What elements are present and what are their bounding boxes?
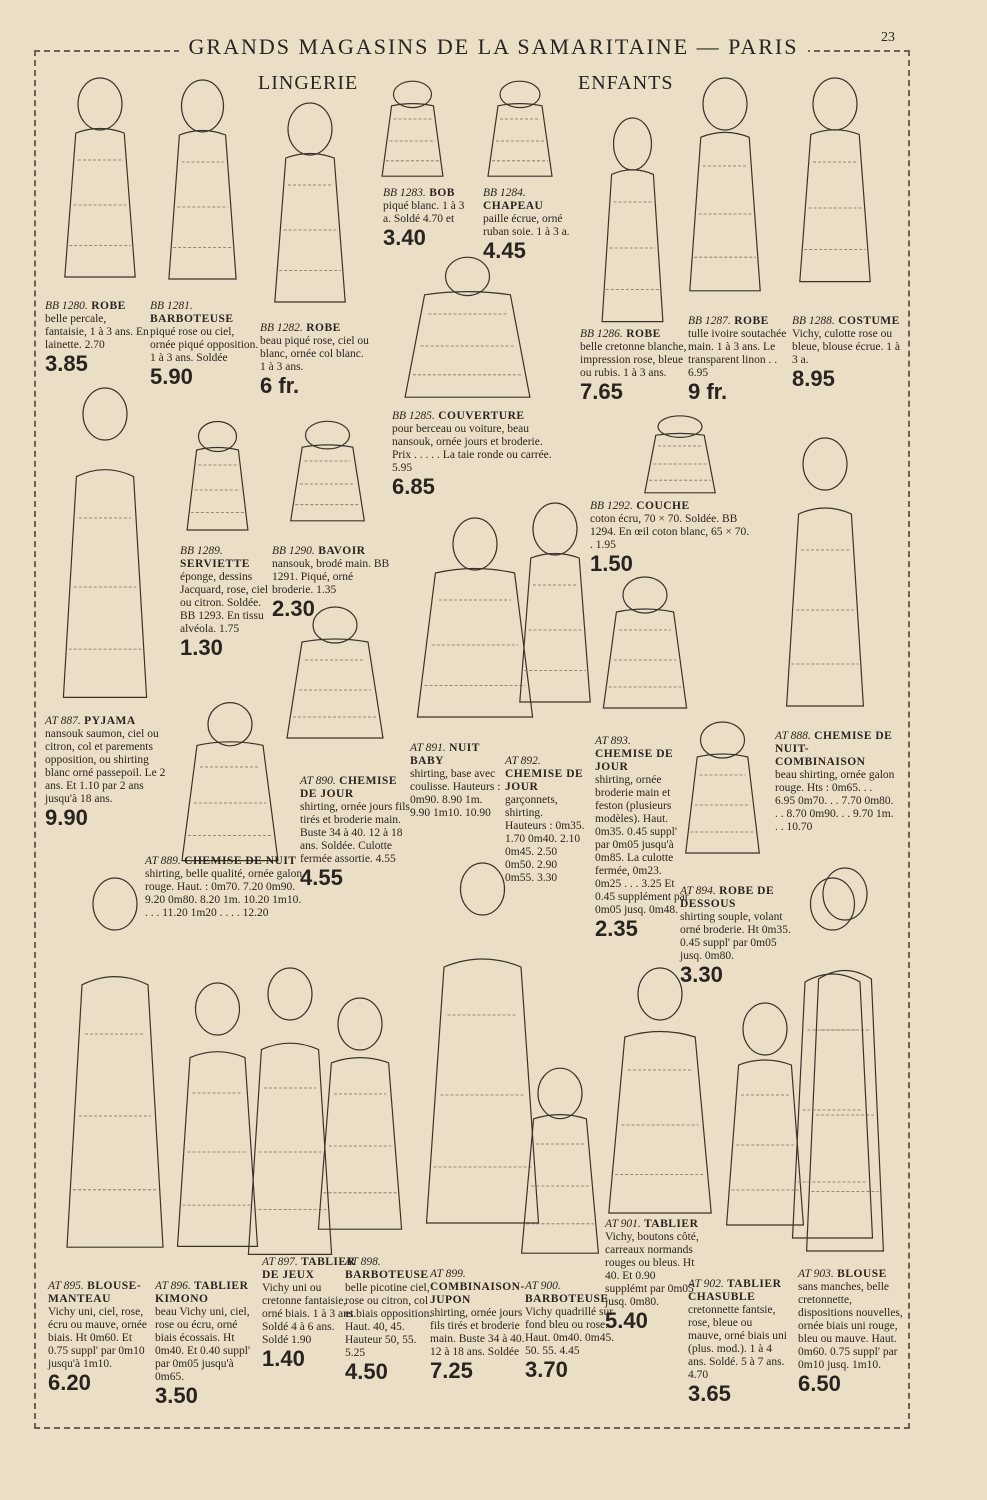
item-name: CHAPEAU [483,200,544,212]
item-bb1289 [180,545,270,660]
item-at895 [48,1280,148,1395]
cretonne-dress-illustration [585,110,680,340]
nightdress-combination-illustration [765,430,885,730]
item-ref: AT 898. [345,1256,381,1268]
item-name: TABLIER [640,1218,699,1230]
item-ref: AT 888. [775,730,811,742]
item-name: ROBE DE DESSOUS [680,885,775,910]
item-price: 7.65 [580,379,623,404]
item-price: 9.90 [45,805,88,830]
item-description: piqué rose ou ciel, ornée piqué opposition. 1 à 3 ans. Soldée [150,326,259,364]
item-price: 5.90 [150,364,193,389]
item-price: 3.30 [680,962,723,987]
item-ref: AT 895. [48,1280,84,1292]
item-ref: BB 1290. [272,545,315,557]
item-at888 [775,730,895,834]
item-description: Vichy uni, ciel, rose, écru ou mauve, ornée biais. Ht 0m60. Et 0.75 suppl' par 0m10 jusqu'à 1m10. [48,1306,147,1370]
item-price: 6.20 [48,1370,91,1395]
item-ref: AT 901. [605,1218,641,1230]
item-ref: AT 893. [595,735,631,747]
pyjama-boy-illustration [40,380,170,725]
item-bb1290 [272,545,392,621]
item-bb1282 [260,322,370,398]
item-name: TABLIER CHASUBLE [688,1278,782,1303]
item-ref: AT 899. [430,1268,466,1280]
item-name: TABLIER KIMONO [155,1280,249,1305]
towel-illustration [170,415,265,540]
item-price: 8.95 [792,366,835,391]
section-title-left: LINGERIE [258,72,359,94]
item-name: ROBE [730,315,769,327]
item-name: ROBE [622,328,661,340]
item-description: sans manches, belle cretonnette, dispositions nouvelles, ornée biais uni rouge, bleu ou mauve. Haut. 0m60. 0.75 suppl' par 0m10 jusq. 1m10. [798,1281,903,1371]
item-description: Vichy, boutons côté, carreaux normands rouges ou bleus. Ht 40. Et 0.90 supplémt par 0m05 jusq. 0m80. [605,1231,699,1308]
item-price: 5.40 [605,1308,648,1333]
item-name: CHEMISE DE JOUR [595,748,674,773]
page-title: GRANDS MAGASINS DE LA SAMARITAINE — PARIS [179,34,809,59]
item-ref: AT 902. [688,1278,724,1290]
item-price: 4.45 [483,238,526,263]
item-description: éponge, dessins Jacquard, rose, ciel ou citron. Soldée. BB 1293. En tissu alvéola. 1.75 [180,571,269,635]
item-description: shirting souple, volant orné broderie. Ht 0m35. 0.45 suppl' par 0m05 jusq. 0m80. [680,911,791,962]
item-description: Vichy, culotte rose ou bleue, blouse écrue. 1 à 3 a. [792,328,900,366]
item-at894 [680,885,800,987]
item-bb1292 [590,500,750,576]
item-description: belle cretonne blanche, impression rose, bleue ou rubis. 1 à 3 ans. [580,341,687,379]
item-at897 [262,1256,357,1371]
child-costume-illustration [780,70,890,300]
item-bb1281 [150,300,260,389]
item-bb1284 [483,187,573,263]
item-at892 [505,755,585,885]
section-title-right: ENFANTS [578,72,674,94]
page-header [0,34,987,60]
item-price: 1.40 [262,1346,305,1371]
item-description: garçonnets, shirting. Hauteurs : 0m35. 1.70 0m40. 2.10 0m45. 2.50 0m50. 2.90 0m55. 3.30 [505,794,585,884]
item-bb1288 [792,315,902,391]
item-price: 3.40 [383,225,426,250]
item-bb1285 [392,410,562,499]
page-number: 23 [881,30,895,45]
item-description: shirting, base avec coulisse. Hauteurs : 0m90. 8.90 1m. 9.90 1m10. 10.90 [410,768,501,819]
item-ref: AT 900. [525,1280,561,1292]
item-ref: BB 1288. [792,315,835,327]
item-description: belle percale, fantaisie, 1 à 3 ans. En lainette. 2.70 [45,313,149,351]
child-percale-dress-illustration [45,70,155,295]
bob-hat-illustration [365,75,460,185]
item-ref: AT 887. [45,715,81,727]
item-name: CHEMISE DE NUIT [180,855,297,867]
child-rompers-illustration [150,72,255,297]
item-ref: AT 889. [145,855,181,867]
item-ref: BB 1289. [180,545,223,557]
item-ref: BB 1281. [150,300,193,312]
item-description: Vichy uni ou cretonne fantaisie, orné biais. 1 à 3 ans. Soldé 4 à 6 ans. Soldé 1.90 [262,1282,357,1346]
blanket-illustration [370,250,565,410]
item-price: 3.70 [525,1357,568,1382]
item-name: ROBE [87,300,126,312]
item-description: cretonnette fantsie, rose, bleue ou mauve, orné biais uni (plus. mod.). 1 à 4 ans. Soldé. 5 à 7 ans. 4.70 [688,1304,788,1381]
item-name: ROBE [302,322,341,334]
item-at891 [410,742,505,820]
item-name: NUIT BABY [410,742,480,767]
item-ref: BB 1286. [580,328,623,340]
item-description: beau Vichy uni, ciel, rose ou écru, orné biais écossais. Ht 0m40. Et 0.40 suppl' par 0m05 jusqu'à 0m65. [155,1306,251,1383]
item-at902 [688,1278,788,1406]
item-description: shirting, ornée jours fils tirés et broderie main. Buste 34 à 40. 12 à 18 ans. Soldée [430,1307,525,1358]
item-name: BARBOTEUSE [525,1293,609,1305]
item-name: BLOUSE-MANTEAU [48,1280,142,1305]
item-name: BARBOTEUSE [345,1269,429,1281]
item-at898 [345,1256,435,1384]
item-price: 2.30 [272,596,315,621]
item-price: 1.30 [180,635,223,660]
item-name: PYJAMA [80,715,136,727]
item-description: nansouk, brodé main. BB 1291. Piqué, orné broderie. 1.35 [272,558,390,596]
item-ref: BB 1292. [590,500,633,512]
item-ref: AT 903. [798,1268,834,1280]
item-bb1280 [45,300,150,376]
item-name: CHEMISE DE JOUR [505,768,584,793]
item-ref: AT 890. [300,775,336,787]
item-description: piqué blanc. 1 à 3 a. Soldé 4.70 et [383,200,465,225]
item-name: COUVERTURE [434,410,525,422]
item-price: 1.50 [590,551,633,576]
item-at889 [145,855,305,920]
item-ref: BB 1280. [45,300,88,312]
straw-bonnet-illustration [470,75,570,185]
item-name: COSTUME [834,315,900,327]
item-description: pour berceau ou voiture, beau nansouk, ornée jours et broderie. Prix . . . . . La taie ronde ou carrée. 5.95 [392,423,552,474]
item-ref: AT 897. [262,1256,298,1268]
item-description: shirting, ornée broderie main et feston (plusieurs modèles). Haut. 0m35. 0.45 suppl' par 0m05 jusqu'à 0m85. La culotte fermée, 0m23. 0m25 . . . 3.25 Et 0.45 supplément par 0m05 jusq. 0m48. [595,774,689,916]
item-name: BARBOTEUSE [150,313,234,325]
item-at903 [798,1268,903,1396]
item-at890 [300,775,415,890]
item-bb1283 [383,187,473,250]
item-ref: BB 1287. [688,315,731,327]
bib-illustration [270,415,385,530]
item-ref: BB 1282. [260,322,303,334]
item-description: coton écru, 70 × 70. Soldée. BB 1294. En œil coton blanc, 65 × 70. . 1.95 [590,513,750,551]
item-ref: AT 892. [505,755,541,767]
item-price: 9 fr. [688,379,728,404]
item-name: COUCHE [632,500,690,512]
item-price: 3.50 [155,1383,198,1408]
item-description: belle picotine ciel, rose ou citron, col et biais opposition. Haut. 40, 45. Hauteur 50, 55. 5.25 [345,1282,433,1359]
item-price: 4.55 [300,865,343,890]
item-description: shirting, ornée jours fils tirés et broderie main. Buste 34 à 40. 12 à 18 ans. Soldée. Culotte fermée assortie. 4.55 [300,801,410,865]
item-name: TABLIER DE JEUX [262,1256,356,1281]
item-at899 [430,1268,530,1383]
item-at893 [595,735,690,941]
item-price: 7.25 [430,1358,473,1383]
item-name: BOB [425,187,455,199]
item-ref: BB 1285. [392,410,435,422]
item-name: BAVOIR [314,545,366,557]
item-ref: AT 891. [410,742,446,754]
item-description: paille écrue, orné ruban soie. 1 à 3 a. [483,213,570,238]
item-ref: AT 894. [680,885,716,897]
item-bb1286 [580,328,690,404]
tulle-dress-illustration [670,70,780,310]
item-description: nansouk saumon, ciel ou citron, col et parements opposition, ou shirting blanc orné passepoil. Le 2 ans. Et 1.10 par 2 ans jusqu'à 18 ans. [45,728,166,805]
item-price: 3.85 [45,351,88,376]
nappies-stack-illustration [625,410,735,500]
item-description: beau piqué rose, ciel ou blanc, ornée col blanc. 1 à 3 ans. [260,335,369,373]
item-price: 2.35 [595,916,638,941]
item-name: BLOUSE [833,1268,887,1280]
item-description: Vichy quadrillé sur fond bleu ou rose. Haut. 0m40. 0m45. 50. 55. 4.45 [525,1306,615,1357]
item-price: 6 fr. [260,373,300,398]
item-description: tulle ivoire soutachée main. 1 à 3 ans. Le transparent linon . . 6.95 [688,328,787,379]
item-at896 [155,1280,260,1408]
item-ref: BB 1284. [483,187,526,199]
item-at887 [45,715,175,830]
item-name: CHEMISE DE JOUR [300,775,397,800]
item-description: shirting, belle qualité, ornée galon rouge. Haut. : 0m70. 7.20 0m90. 9.20 0m80. 8.20 1m. 10.20 1m10. . . . 11.20 1m20 . . . . 12.20 [145,868,303,919]
item-price: 4.50 [345,1359,388,1384]
item-name: SERVIETTE [180,558,250,570]
pyjama-jacket-illustration [155,695,305,875]
item-price: 6.50 [798,1371,841,1396]
item-description: beau shirting, ornée galon rouge. Hts : 0m65. . . 6.95 0m70. . . 7.70 0m80. . . 8.70 0m90. . . 9.70 1m. . . 10.70 [775,769,895,833]
item-ref: AT 896. [155,1280,191,1292]
item-ref: BB 1283. [383,187,426,199]
item-bb1287 [688,315,788,404]
item-at901 [605,1218,700,1333]
item-price: 6.85 [392,474,435,499]
item-name: CHEMISE DE NUIT-COMBINAISON [775,730,893,768]
item-name: COMBINAISON-JUPON [430,1281,525,1306]
day-chemise-illustration [580,570,710,720]
item-price: 3.65 [688,1381,731,1406]
child-piqué-dress-illustration [255,95,365,320]
